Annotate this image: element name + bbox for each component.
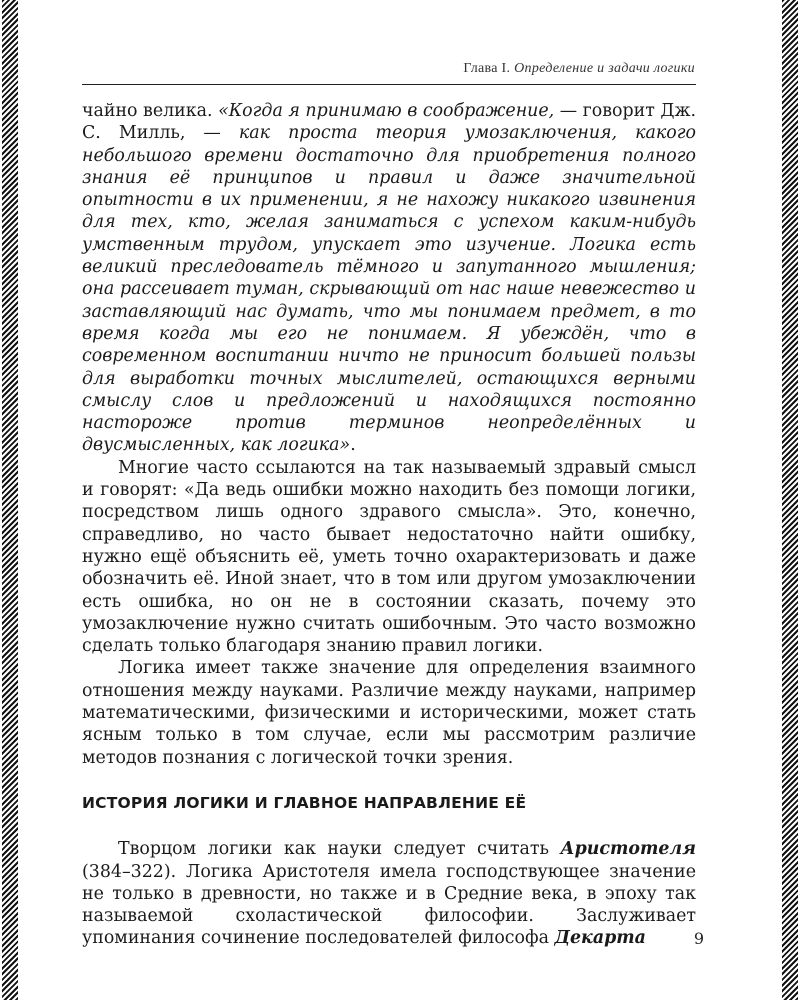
paragraph-aristotle: Творцом логики как науки следует считать Аристотеля (384–322). Логика Аристотеля имела господствующее значение не только в древности, но также и в Средние века, в эпоху так называемой схоластической философии. Заслуживает упоминания сочинение последователей философа Декарта [82,839,696,949]
running-header [463,61,695,77]
name-descartes: Декарта [554,928,646,949]
page-number: 9 [693,929,704,948]
chapter-number: Глава I. [463,61,511,76]
paragraph-common-sense: Многие часто ссылаются на так называемый здравый смысл и говорят: «Да ведь ошибки можно находить без помощи логики, посредством лишь одного здравого смысла». Это, конечно, справедливо, но часто бывает недостаточно найти ошибку, нужно ещё объяснить её, уметь точно охарактеризовать и даже обозначить её. Иной знает, что в том или другом умозаключении есть ошибка, но он не в состоянии сказать, почему это умозаключение нужно считать ошибочным. Это часто возможно сделать только благодаря знанию правил логики. [82,457,696,657]
paragraph-quote: чайно велика. «Когда я принимаю в соображение, — говорит Дж. С. Милль, — как проста теория умозаключения, какого небольшого времени достаточно для приобретения полного знания её принципов и правил и даже значительной опытности в их применении, я не нахожу никакого извинения для тех, кто, желая заниматься с успехом каким-нибудь умственным трудом, упускает это изучение. Логика есть великий преследователь тёмного и запутанного мышления; она рассеивает туман, скрывающий от нас наше невежество и заставляющий нас думать, что мы понимаем предмет, в то время когда мы его не понимаем. Я убеждён, что в современном воспитании ничто не приносит большей пользы для выработки точных мыслителей, остающихся верными смыслу слов и предложений и находящихся постоянно настороже против терминов неопределённых и двусмысленных, как логика». [82,101,697,456]
chapter-title: Определение и задачи логики [514,61,695,76]
body-text [82,100,696,950]
paragraph-sciences: Логика имеет также значение для определения взаимного отношения между науками. Различие между науками, например математическими, физическими и историческими, может стать ясным только в том случае, если мы рассмотрим различие методов познания с логической точки зрения. [82,658,696,768]
name-aristotle: Аристотеля [560,839,696,860]
section-heading: ИСТОРИЯ ЛОГИКИ И ГЛАВНОЕ НАПРАВЛЕНИЕ ЕЁ [82,793,527,812]
header-rule [82,84,696,85]
left-edge-border [2,0,18,1000]
right-edge-border [782,0,798,1000]
